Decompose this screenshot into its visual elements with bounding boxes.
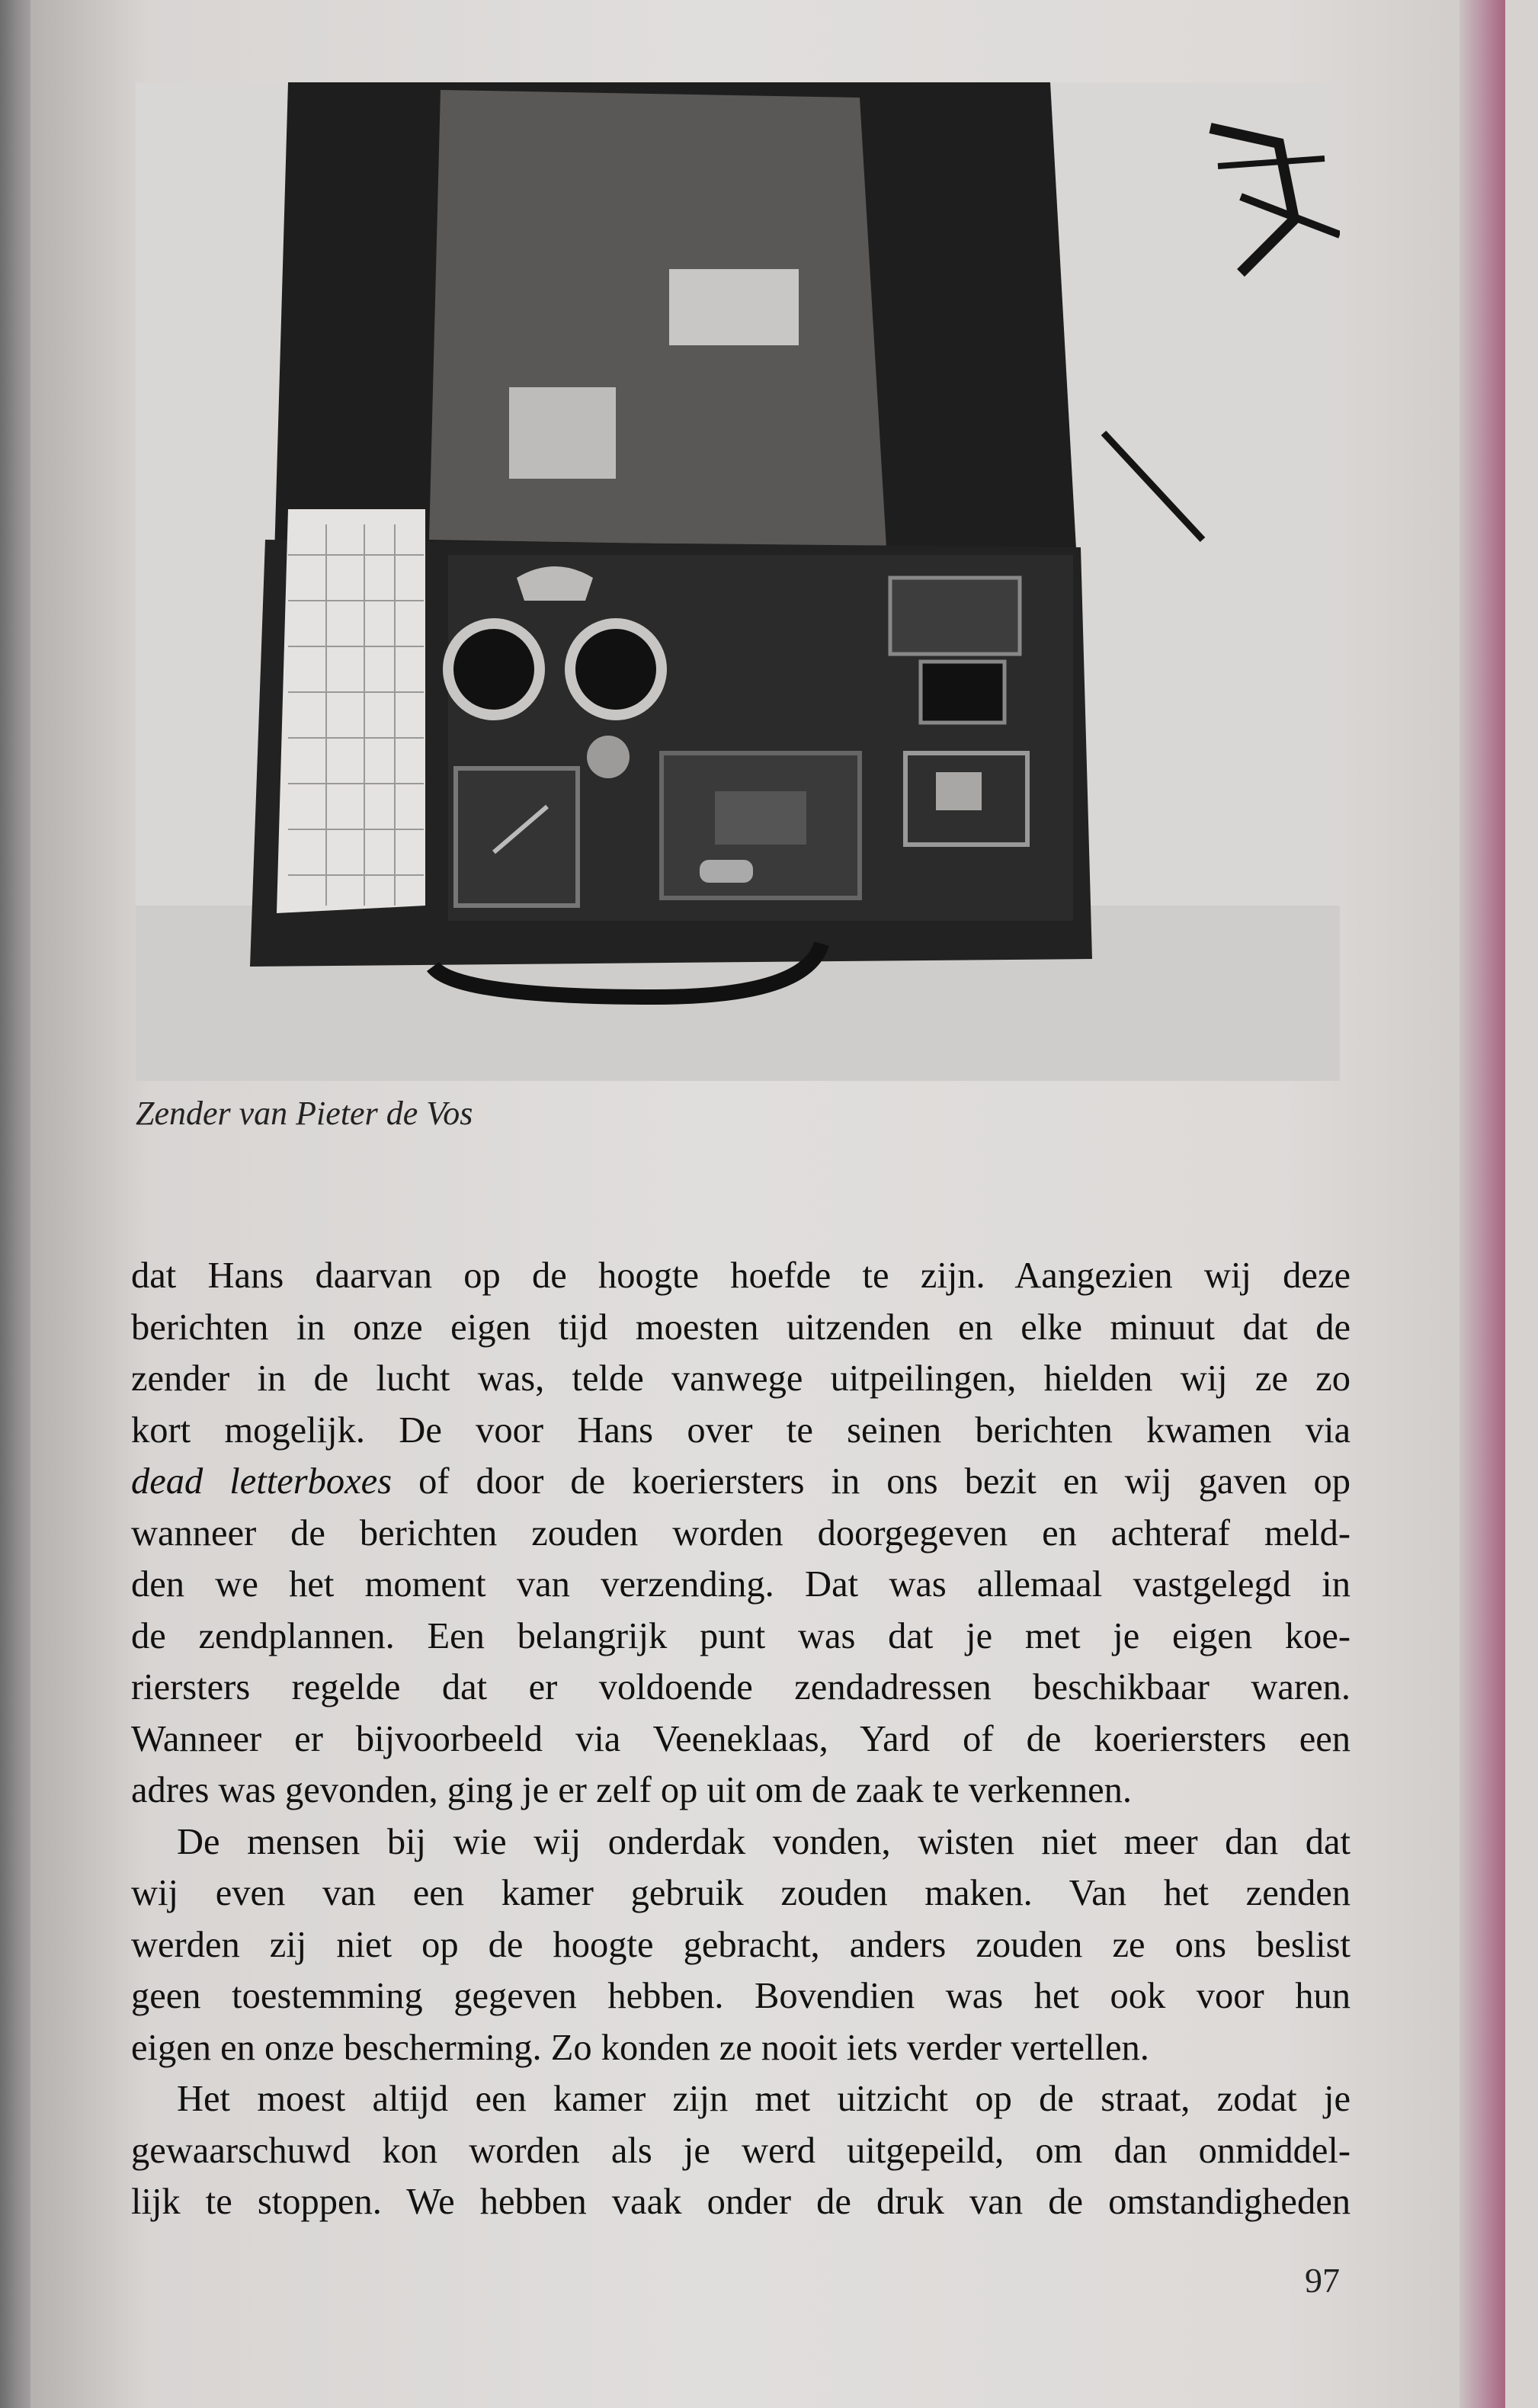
dial-left — [448, 624, 540, 715]
text-line: eigen en onze bescherming. Zo konden ze nooit iets verder vertellen. — [131, 2027, 1149, 2068]
text-line — [131, 1456, 1351, 1508]
transmitter-photo — [136, 82, 1340, 1081]
lid-label — [669, 269, 799, 345]
text-line: geen toestemming gegeven hebben. Bovendien was het ook voor hun — [131, 1976, 1351, 2016]
text-line: de zendplannen. Een belangrijk punt was dat je met je eigen koe- — [131, 1615, 1351, 1656]
knob — [587, 736, 630, 778]
frequency-chart — [277, 509, 425, 913]
text-line: kort mogelijk. De voor Hans over te seinen berichten kwamen via — [131, 1409, 1351, 1451]
text-line: gewaarschuwd kon worden als je werd uitgepeild, om dan onmiddel- — [131, 2130, 1351, 2171]
text-line: adres was gevonden, ging je er zelf op uit om de zaak te verkennen. — [131, 1770, 1133, 1810]
page-number: 97 — [1305, 2261, 1340, 2300]
italic-term: dead letterboxes — [131, 1461, 393, 1502]
text-line: riersters regelde dat er voldoende zendadressen beschikbaar waren. — [131, 1667, 1351, 1707]
lid-panel — [429, 90, 886, 547]
text-line-rest: of door de koeriersters in ons bezit en wij gaven op — [392, 1461, 1351, 1502]
lid-card — [509, 387, 616, 479]
page-edge — [1459, 0, 1505, 2408]
text-line: Wanneer er bijvoorbeeld via Veeneklaas, Yard of de koeriersters een — [131, 1718, 1351, 1759]
text-line: berichten in onze eigen tijd moesten uitzenden en elke minuut dat de — [131, 1307, 1351, 1348]
transmitter-photo-image — [136, 82, 1340, 1081]
text-line: De mensen bij wie wij onderdak vonden, wisten niet meer dan dat — [177, 1821, 1351, 1862]
text-line: wij even van een kamer gebruik zouden maken. Van het zenden — [131, 1873, 1351, 1913]
photo-caption: Zender van Pieter de Vos — [136, 1095, 473, 1132]
text-line: zender in de lucht was, telde vanwege uitpeilingen, hielden wij ze zo — [131, 1358, 1351, 1399]
body-text — [131, 1250, 1351, 2228]
text-line: wanneer de berichten zouden worden doorgegeven en achteraf meld- — [131, 1512, 1351, 1553]
crystal-socket — [890, 578, 1020, 654]
text-line: dat Hans daarvan op de hoogte hoefde te zijn. Aangezien wij deze — [131, 1255, 1351, 1296]
text-line: werden zij niet op de hoogte gebracht, anders zouden ze ons beslist — [131, 1924, 1351, 1965]
switch-panel — [456, 768, 578, 906]
text-line: Het moest altijd een kamer zijn met uitzicht op de straat, zodat je — [177, 2079, 1351, 2119]
text-line: lijk te stoppen. We hebben vaak onder de druk van de omstandigheden — [131, 2182, 1351, 2222]
text-line: den we het moment van verzending. Dat was allemaal vastgelegd in — [131, 1564, 1351, 1605]
dial-right — [570, 624, 662, 715]
